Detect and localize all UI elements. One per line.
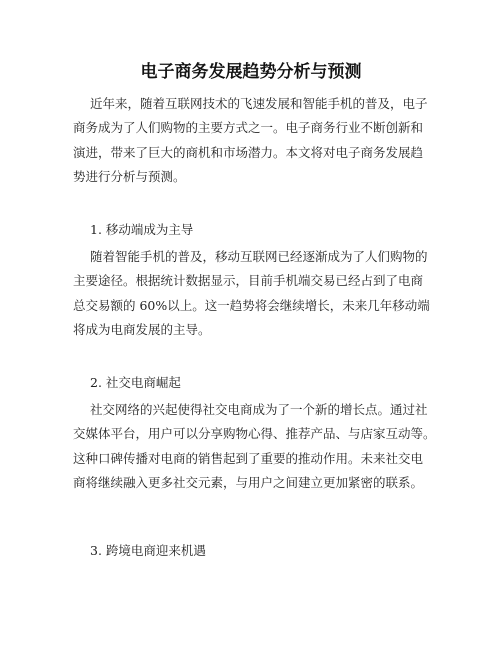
section-2-line-2: 交媒体平台，用户可以分享购物心得、推荐产品、与店家互动等。 bbox=[73, 426, 436, 441]
section-2-line-4: 商将继续融入更多社交元素，与用户之间建立更加紧密的联系。 bbox=[73, 475, 424, 490]
section-1-line-4: 将成为电商发展的主导。 bbox=[73, 322, 211, 337]
intro-line-4: 势进行分析与预测。 bbox=[73, 169, 186, 184]
intro-line-3: 演进，带来了巨大的商机和市场潜力。本文将对电子商务发展趋 bbox=[73, 145, 424, 160]
section-1-line-2: 主要途径。根据统计数据显示，目前手机端交易已经占到了电商 bbox=[73, 273, 424, 288]
section-heading-3: 3. 跨境电商迎来机遇 bbox=[90, 543, 206, 558]
section-1-line-1: 随着智能手机的普及，移动互联网已经逐渐成为了人们购物的 bbox=[90, 249, 428, 264]
intro-line-2: 商务成为了人们购物的主要方式之一。电子商务行业不断创新和 bbox=[73, 120, 424, 135]
section-heading-1: 1. 移动端成为主导 bbox=[90, 222, 194, 237]
intro-line-1: 近年来，随着互联网技术的飞速发展和智能手机的普及，电子 bbox=[90, 96, 428, 111]
document-title: 电子商务发展趋势分析与预测 bbox=[140, 62, 362, 82]
section-heading-2: 2. 社交电商崛起 bbox=[90, 375, 181, 390]
section-1-line-3: 总交易额的 60%以上。这一趋势将会继续增长，未来几年移动端 bbox=[73, 298, 430, 313]
section-2-line-3: 这种口碑传播对电商的销售起到了重要的推动作用。未来社交电 bbox=[73, 451, 424, 466]
section-2-line-1: 社交网络的兴起使得社交电商成为了一个新的增长点。通过社 bbox=[90, 402, 428, 417]
